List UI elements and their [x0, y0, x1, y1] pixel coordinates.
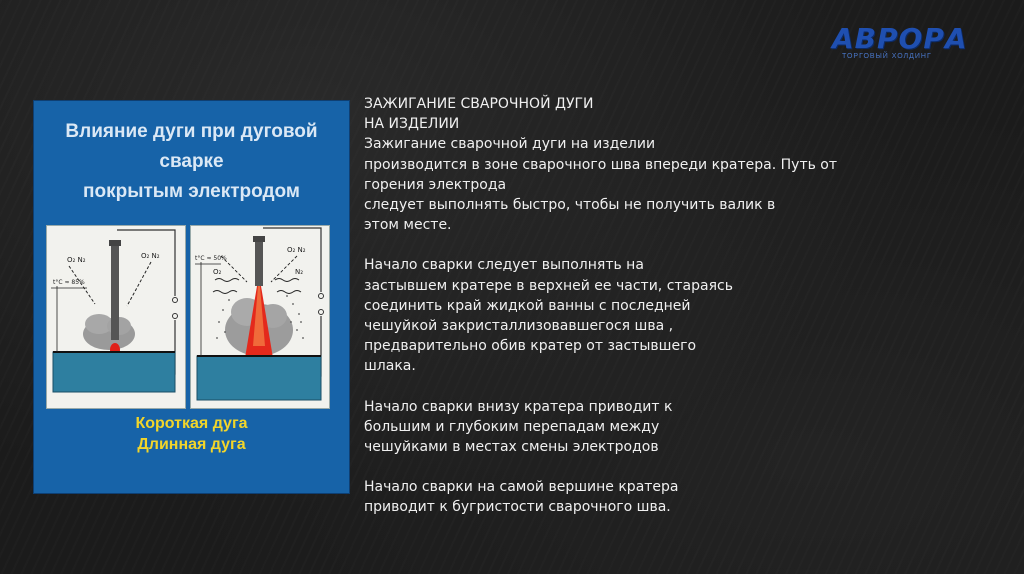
illustration-title-line: покрытым электродом — [83, 181, 300, 202]
text-line: застывшем кратере в верхней ее части, стараясь — [364, 277, 733, 294]
text-line: этом месте. — [364, 217, 452, 234]
logo — [832, 22, 1004, 62]
slide-text — [364, 94, 924, 518]
illustration-caption — [34, 413, 349, 455]
gas-label: O₂ N₂ — [287, 246, 306, 254]
text-line: приводит к бугристости сварочного шва. — [364, 499, 671, 516]
caption-short-arc: Короткая дуга — [135, 415, 248, 432]
text-paragraph — [364, 255, 924, 376]
caption-long-arc: Длинная дуга — [137, 436, 246, 453]
logo-tagline: ТОРГОВЫЙ ХОЛДИНГ — [842, 53, 932, 60]
text-line: горения электрода — [364, 176, 507, 193]
text-line: соединить край жидкой ванны с последней — [364, 297, 691, 314]
gas-label: O₂ N₂ — [141, 252, 160, 260]
gas-label: O₂ — [213, 268, 222, 276]
text-line: большим и глубоким перепадам между — [364, 418, 660, 435]
heading-line: НА ИЗДЕЛИИ — [364, 116, 460, 133]
text-line: Начало сварки на самой вершине кратера — [364, 479, 679, 496]
text-line: Начало сварки внизу кратера приводит к — [364, 398, 673, 415]
temperature-label: t°C ≈ 50% — [195, 255, 227, 262]
text-paragraph — [364, 94, 924, 235]
long-arc-diagram — [190, 225, 330, 409]
temperature-label: t°C ≈ 85% — [53, 279, 85, 286]
text-line: чешуйкой закристаллизовавшегося шва , — [364, 318, 674, 335]
short-arc-diagram — [46, 225, 186, 409]
text-line: следует выполнять быстро, чтобы не получить валик в — [364, 197, 776, 214]
illustration-title — [34, 117, 349, 207]
welding-arc-illustration — [33, 100, 350, 494]
text-line: Начало сварки следует выполнять на — [364, 257, 644, 274]
text-line: шлака. — [364, 358, 416, 375]
text-line: производится в зоне сварочного шва впереди кратера. Путь от — [364, 156, 838, 173]
text-line: Зажигание сварочной дуги на изделии — [364, 136, 656, 153]
text-line: предварительно обив кратер от застывшего — [364, 338, 697, 355]
gas-label: N₂ — [295, 268, 304, 276]
text-paragraph — [364, 397, 924, 458]
logo-name: АВРОРА — [832, 22, 968, 55]
text-line: чешуйками в местах смены электродов — [364, 439, 659, 456]
short-arc-drawing — [47, 226, 185, 408]
gas-label: O₂ N₂ — [67, 256, 86, 264]
heading-line: ЗАЖИГАНИЕ СВАРОЧНОЙ ДУГИ — [364, 96, 594, 112]
text-paragraph — [364, 477, 924, 517]
long-arc-drawing — [191, 226, 329, 408]
illustration-title-line: Влияние дуги при дуговой сварке — [65, 121, 318, 172]
